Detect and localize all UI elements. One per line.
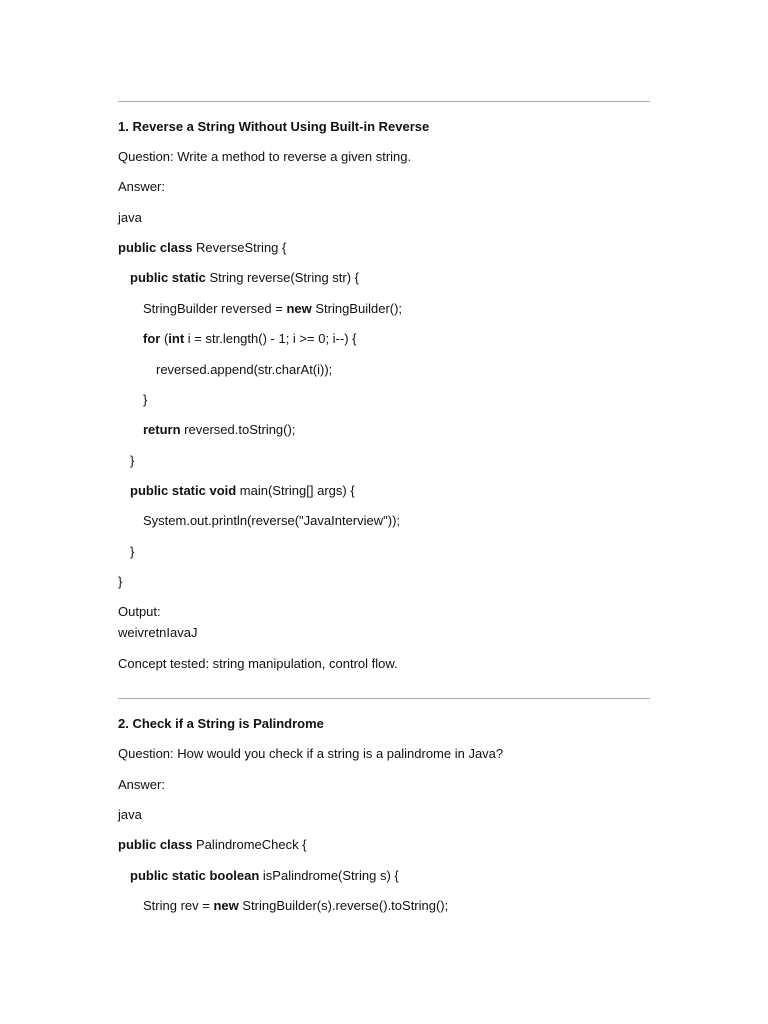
code-text: reversed.toString(); xyxy=(180,422,296,437)
code-text: StringBuilder(); xyxy=(311,301,403,316)
code-line: } xyxy=(130,544,135,559)
code-text: ( xyxy=(160,331,169,346)
code-line: reversed.append(str.charAt(i)); xyxy=(156,362,333,377)
code-line xyxy=(118,240,286,256)
section-heading: 1. Reverse a String Without Using Built-in Reverse xyxy=(118,119,430,134)
code-keyword: public class xyxy=(118,837,193,852)
code-line: System.out.println(reverse("JavaInterview")); xyxy=(143,513,401,528)
code-line xyxy=(130,868,399,884)
output-value: weivretnIavaJ xyxy=(118,625,198,640)
code-line: } xyxy=(130,453,135,468)
code-text: StringBuilder(s).reverse().toString(); xyxy=(238,898,449,913)
code-language-label: java xyxy=(118,210,142,225)
code-line xyxy=(143,301,402,317)
code-keyword: public static void xyxy=(130,483,237,498)
code-line xyxy=(130,483,355,499)
section-heading: 2. Check if a String is Palindrome xyxy=(118,716,324,731)
code-text: String rev = xyxy=(143,898,214,913)
code-line: } xyxy=(118,574,123,589)
code-keyword: for xyxy=(143,331,161,346)
code-text: ReverseString { xyxy=(192,240,287,255)
code-keyword: int xyxy=(168,331,185,346)
code-keyword: public static xyxy=(130,270,206,285)
question-text: Question: How would you check if a string is a palindrome in Java? xyxy=(118,746,504,761)
code-line xyxy=(143,898,448,914)
code-language-label: java xyxy=(118,807,142,822)
code-text: i = str.length() - 1; i >= 0; i--) { xyxy=(184,331,357,346)
section-divider xyxy=(118,698,650,699)
code-keyword: public class xyxy=(118,240,193,255)
answer-label: Answer: xyxy=(118,777,165,792)
code-text: String reverse(String str) { xyxy=(205,270,360,285)
code-keyword: public static boolean xyxy=(130,868,260,883)
code-line xyxy=(118,837,307,853)
output-label: Output: xyxy=(118,604,161,619)
code-line: } xyxy=(143,392,148,407)
answer-label: Answer: xyxy=(118,179,165,194)
code-line xyxy=(130,270,359,286)
code-keyword: new xyxy=(286,301,312,316)
section-divider xyxy=(118,101,650,102)
question-text: Question: Write a method to reverse a given string. xyxy=(118,149,412,164)
code-keyword: return xyxy=(143,422,181,437)
code-text: isPalindrome(String s) { xyxy=(259,868,399,883)
code-text: PalindromeCheck { xyxy=(192,837,307,852)
code-line xyxy=(143,422,295,438)
code-keyword: new xyxy=(213,898,239,913)
code-text: StringBuilder reversed = xyxy=(143,301,287,316)
code-line xyxy=(143,331,357,347)
code-text: main(String[] args) { xyxy=(236,483,355,498)
concept-text: Concept tested: string manipulation, control flow. xyxy=(118,656,398,671)
